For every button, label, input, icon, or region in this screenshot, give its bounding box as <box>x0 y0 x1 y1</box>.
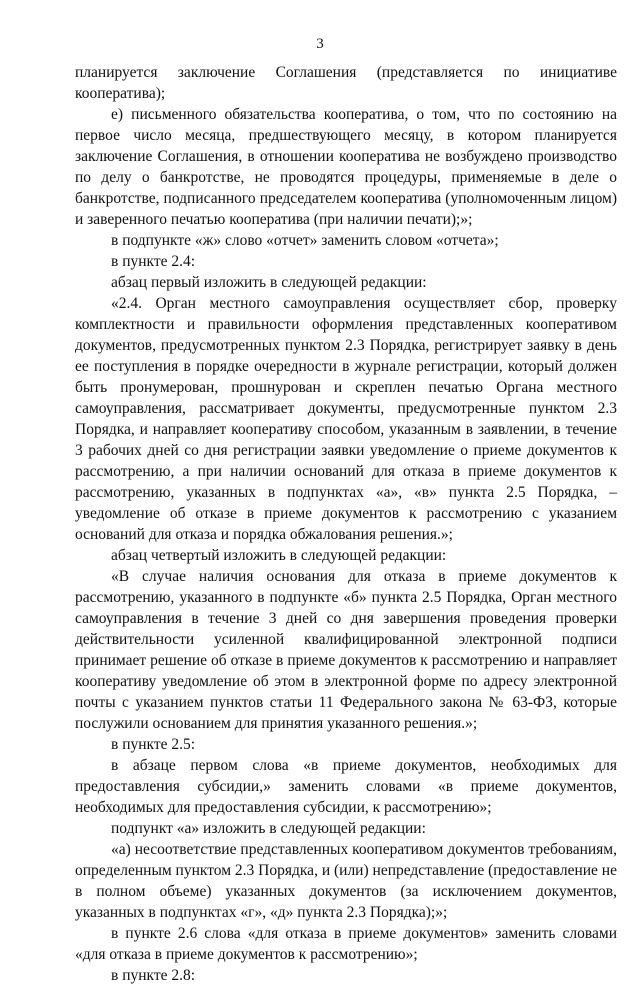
paragraph-8: «В случае наличия основания для отказа в приеме документов к рассмотрению, указанного в подпункте «б» пункта 2.5 Порядка, Орган местного самоуправления в течение 3 дней со дня завершения проведения проверки действительности усиленной квалифицированной электронной подписи принимает решение об отказе в приеме документов к рассмотрению и направляет кооперативу уведомление об этом в электронной форме по адресу электронной почты с указанием пунктов статьи 11 Федерального закона № 63-ФЗ, которые послужили основанием для принятия указанного решения.»; <box>75 568 617 732</box>
paragraph-5: абзац первый изложить в следующей редакции: <box>111 274 427 291</box>
paragraph-7: абзац четвертый изложить в следующей редакции: <box>111 547 447 564</box>
paragraph-3: в подпункте «ж» слово «отчет» заменить словом «отчета»; <box>111 232 499 249</box>
paragraph-10: в абзаце первом слова «в приеме документов, необходимых для предоставления субсидии,» заменить словами «в приеме документов, необходимых для предоставления субсидии, к рассмотрению»; <box>75 757 617 816</box>
paragraph-13: в пункте 2.6 слова «для отказа в приеме документов» заменить словами «для отказа в приеме документов к рассмотрению»; <box>75 925 617 963</box>
paragraph-11: подпункт «а» изложить в следующей редакции: <box>111 820 426 837</box>
paragraph-12: «а) несоответствие представленных кооперативом документов требованиям, определенным пунктом 2.3 Порядка, и (или) непредставление (предоставление не в полном объеме) указанных документов (за исключением документов, указанных в подпунктах «г», «д» пункта 2.3 Порядка);»; <box>75 841 617 921</box>
document-body <box>75 62 617 986</box>
paragraph-1: планируется заключение Соглашения (представляется по инициативе кооператива); <box>75 64 617 102</box>
paragraph-6: «2.4. Орган местного самоуправления осуществляет сбор, проверку комплектности и правильности оформления представленных кооперативом документов, предусмотренных пунктом 2.3 Порядка, регистрирует заявку в день ее поступления в порядке очередности в журнале регистрации, который должен быть пронумерован, прошнурован и скреплен печатью Органа местного самоуправления, рассматривает документы, предусмотренные пунктом 2.3 Порядка, и направляет кооперативу способом, указанным в заявлении, в течение 3 рабочих дней со дня регистрации заявки уведомление о приеме документов к рассмотрению, а при наличии оснований для отказа в приеме документов к рассмотрению, указанных в подпунктах «а», «в» пункта 2.5 Порядка, – уведомление об отказе в приеме документов к рассмотрению с указанием оснований для отказа и порядка обжалования решения.»; <box>75 295 617 543</box>
paragraph-2: е) письменного обязательства кооператива, о том, что по состоянию на первое число месяца, предшествующего месяцу, в котором планируется заключение Соглашения, в отношении кооператива не возбуждено производство по делу о банкротстве, не проводятся процедуры, применяемые в деле о банкротстве, подписанного председателем кооператива (уполномоченным лицом) и заверенного печатью кооператива (при наличии печати);»; <box>75 106 617 228</box>
paragraph-4: в пункте 2.4: <box>111 253 196 270</box>
paragraph-14: в пункте 2.8: <box>111 967 196 984</box>
paragraph-9: в пункте 2.5: <box>111 736 196 753</box>
page-number: 3 <box>316 36 324 52</box>
